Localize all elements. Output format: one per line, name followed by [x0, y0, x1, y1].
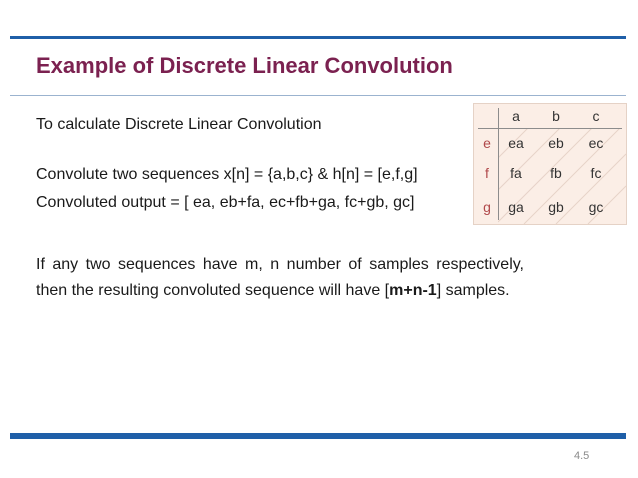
intro-line: To calculate Discrete Linear Convolution	[36, 116, 322, 133]
page-number: 4.5	[574, 450, 590, 462]
grid-cell-eb: eb	[548, 135, 564, 151]
col-header-a: a	[512, 108, 520, 124]
grid-cell-ec: ec	[588, 135, 604, 151]
col-header-b: b	[552, 108, 560, 124]
row-header-f: f	[485, 165, 489, 181]
grid-cell-gc: gc	[588, 199, 604, 215]
bottom-accent-bar	[10, 433, 626, 439]
samples-paragraph	[36, 252, 524, 304]
grid-horizontal-rule	[478, 128, 622, 129]
sequences-line: Convolute two sequences x[n] = {a,b,c} & h[n] = [e,f,g]	[36, 166, 418, 183]
title-divider	[10, 95, 626, 96]
output-line: Convoluted output = [ ea, eb+fa, ec+fb+ga, fc+gb, gc]	[36, 194, 415, 211]
row-header-g: g	[483, 199, 491, 215]
grid-cell-fb: fb	[550, 165, 562, 181]
row-header-e: e	[483, 135, 491, 151]
slide-title: Example of Discrete Linear Convolution	[36, 53, 453, 78]
col-header-c: c	[592, 108, 600, 124]
paragraph-bold-formula: m+n-1	[389, 282, 437, 299]
top-accent-bar	[10, 36, 626, 39]
grid-vertical-rule	[498, 108, 499, 220]
grid-cell-fc: fc	[590, 165, 602, 181]
grid-cell-ga: ga	[508, 199, 524, 215]
paragraph-text-end: ] samples.	[436, 282, 510, 299]
grid-cell-ea: ea	[508, 135, 524, 151]
grid-cell-fa: fa	[510, 165, 522, 181]
convolution-grid	[473, 103, 627, 225]
grid-cell-gb: gb	[548, 199, 564, 215]
paragraph-text: If any two sequences have m, n number of samples respectively, then the resulting convoluted sequence will have [	[36, 256, 524, 299]
